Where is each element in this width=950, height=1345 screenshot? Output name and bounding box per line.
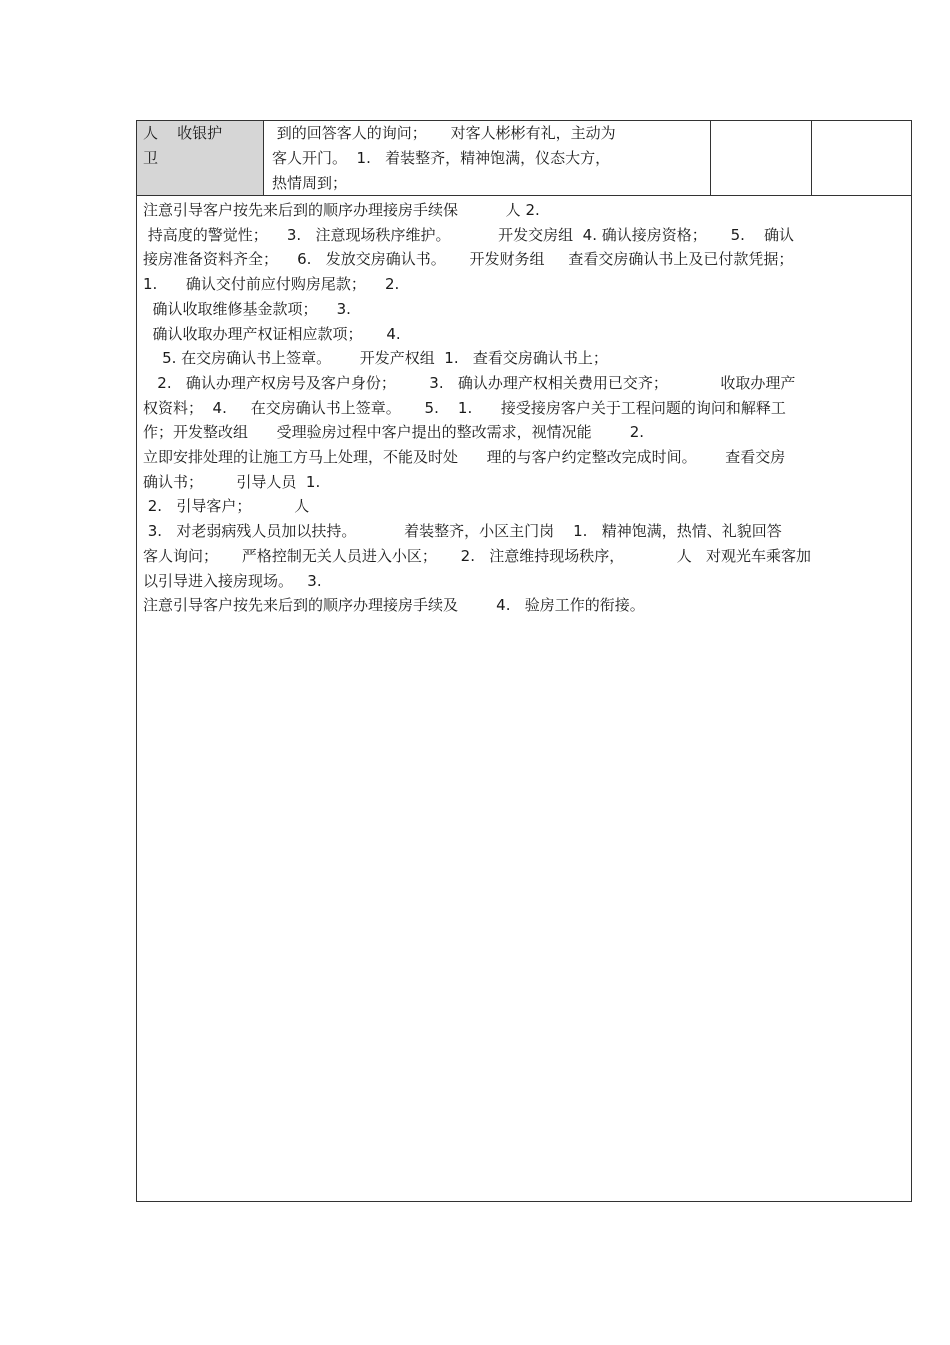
body-line: 3. 对老弱病残人员加以扶持。 着装整齐，小区主门岗 1. 精神饱满，热情、礼貌回答 <box>143 522 782 541</box>
duty-line: 热情周到； <box>272 174 348 192</box>
document-table <box>136 120 912 1202</box>
duty-line: 客人开门。 1. 着装整齐，精神饱满，仪态大方， <box>272 149 611 167</box>
body-line: 2. 确认办理产权房号及客户身份； 3. 确认办理产权相关费用已交齐； 收取办理产 <box>143 373 796 392</box>
role-cell-line-1: 人 收银护 <box>143 124 223 142</box>
body-text-block <box>137 196 911 618</box>
body-line: 确认收取维修基金款项； 3. <box>143 299 351 318</box>
body-line: 客人询问； 严格控制无关人员进入小区； 2. 注意维持现场秩序， 人 对观光车乘客加 <box>143 546 812 565</box>
duty-cell <box>264 121 711 195</box>
body-line: 1. 确认交付前应付购房尾款； 2. <box>143 275 400 294</box>
duty-line: 到的回答客人的询问； 对客人彬彬有礼，主动为 <box>272 124 616 142</box>
role-cell <box>137 121 264 195</box>
role-cell-line-2: 卫 <box>143 149 159 167</box>
body-line: 权资料； 4. 在交房确认书上签章。 5. 1. 接受接房客户关于工程问题的询问和解释工 <box>143 398 786 417</box>
body-line: 确认收取办理产权证相应款项； 4. <box>143 324 401 343</box>
body-line: 作；开发整改组 受理验房过程中客户提出的整改需求，视情况能 2. <box>143 423 645 442</box>
body-line: 持高度的警觉性； 3. 注意现场秩序维护。 开发交房组 4. 确认接房资格； 5. 确认 <box>143 225 794 244</box>
empty-cell-1 <box>711 121 812 195</box>
body-line: 2. 引导客户； 人 <box>143 497 310 516</box>
body-line: 以引导进入接房现场。 3. <box>143 571 322 590</box>
table-header-row <box>137 121 911 196</box>
body-line: 立即安排处理的让施工方马上处理，不能及时处 理的与客户约定整改完成时间。 查看交房 <box>143 448 786 467</box>
body-line: 注意引导客户按先来后到的顺序办理接房手续及 4. 验房工作的衔接。 <box>143 596 645 615</box>
empty-cell-2 <box>812 121 911 195</box>
body-line: 5. 在交房确认书上签章。 开发产权组 1. 查看交房确认书上； <box>143 349 608 368</box>
body-line: 接房准备资料齐全； 6. 发放交房确认书。 开发财务组 查看交房确认书上及已付款凭据； <box>143 250 794 269</box>
body-line: 注意引导客户按先来后到的顺序办理接房手续保 人 2. <box>143 201 540 219</box>
body-line: 确认书； 引导人员 1. <box>143 472 321 491</box>
